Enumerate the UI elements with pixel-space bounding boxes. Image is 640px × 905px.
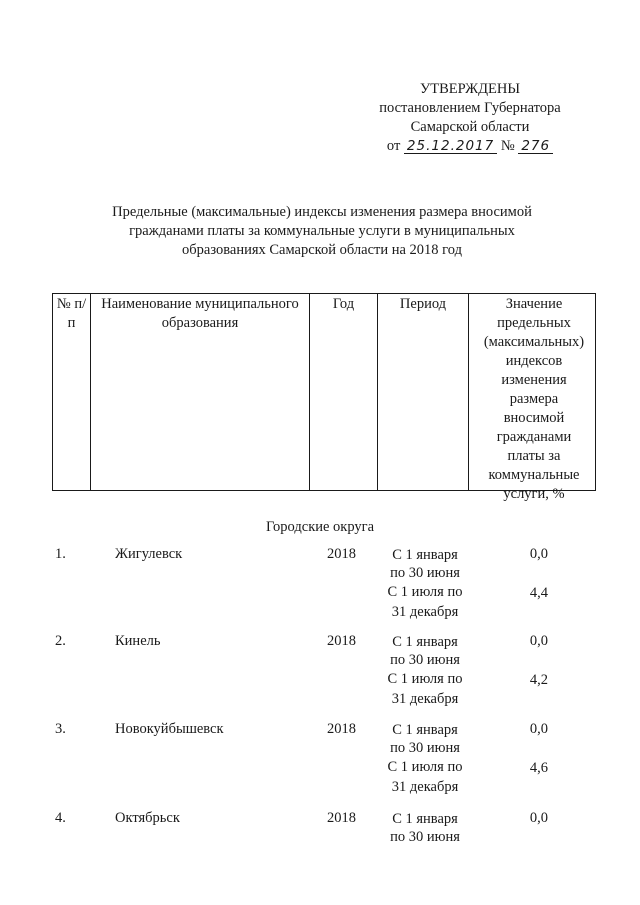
row-number: 4. — [55, 810, 66, 826]
approval-line-1: постановлением Губернатора — [379, 100, 561, 116]
row-number: 2. — [55, 633, 66, 649]
period-2-line-1: С 1 июля по — [387, 584, 463, 600]
row-value-1: 0,0 — [529, 810, 548, 826]
row-number: 1. — [55, 546, 66, 562]
row-name: Октябрьск — [115, 810, 180, 826]
period-1-line-1: С 1 января — [392, 811, 458, 827]
row-period-2 — [375, 669, 475, 709]
row-value-1: 0,0 — [529, 633, 548, 649]
period-2-line-2: 31 декабря — [391, 691, 459, 707]
document-title — [100, 203, 544, 260]
period-2-line-1: С 1 июля по — [387, 759, 463, 775]
row-name: Жигулевск — [115, 546, 183, 562]
approval-line-2: Самарской области — [410, 119, 530, 135]
row-period-2 — [375, 582, 475, 622]
number-prefix: № — [500, 138, 515, 154]
header-cell-period: Период — [377, 294, 468, 490]
row-period-1 — [375, 810, 475, 846]
row-value-1: 0,0 — [529, 721, 548, 737]
period-1-line-2: по 30 июня — [390, 740, 460, 756]
row-period-1 — [375, 633, 475, 669]
document-title-line-2: гражданами платы за коммунальные услуги в муниципальных — [129, 223, 515, 239]
period-1-line-2: по 30 июня — [390, 652, 460, 668]
header-cell-name: Наименование муниципального образования — [90, 294, 309, 490]
section-title: Городские округа — [265, 519, 375, 535]
row-period-1 — [375, 721, 475, 757]
table-header — [52, 293, 596, 502]
handwritten-date: 25.12.2017 — [404, 139, 497, 154]
period-1-line-1: С 1 января — [392, 722, 458, 738]
document-title-line-1: Предельные (максимальные) индексы изменения размера вносимой — [112, 204, 532, 220]
row-year: 2018 — [327, 810, 356, 826]
row-year: 2018 — [327, 546, 356, 562]
period-1-line-1: С 1 января — [392, 634, 458, 650]
row-value-1: 0,0 — [529, 546, 548, 562]
header-cell-number: № п/п — [56, 296, 87, 331]
row-year: 2018 — [327, 633, 356, 649]
period-1-line-2: по 30 июня — [390, 565, 460, 581]
period-2-line-1: С 1 июля по — [387, 671, 463, 687]
date-prefix: от — [386, 138, 401, 154]
period-2-line-2: 31 декабря — [391, 779, 459, 795]
handwritten-number: 276 — [518, 139, 553, 154]
period-1-line-2: по 30 июня — [390, 829, 460, 845]
approval-block — [360, 80, 580, 156]
row-number: 3. — [55, 721, 66, 737]
header-cell-year: Год — [309, 294, 377, 490]
row-name: Новокуйбышевск — [115, 721, 224, 737]
row-period-1 — [375, 546, 475, 582]
row-value-2: 4,4 — [529, 585, 548, 601]
document-title-line-3: образованиях Самарской области на 2018 год — [182, 242, 462, 258]
period-1-line-1: С 1 января — [392, 547, 458, 563]
row-name: Кинель — [115, 633, 161, 649]
approval-title: УТВЕРЖДЕНЫ — [419, 81, 521, 97]
row-year: 2018 — [327, 721, 356, 737]
row-value-2: 4,6 — [529, 760, 548, 776]
header-cell-value: Значение предельных (максимальных) индексов изменения размера вносимой гражданами платы за коммунальные услуги, % — [468, 294, 595, 490]
row-value-2: 4,2 — [529, 672, 548, 688]
row-period-2 — [375, 757, 475, 797]
approval-date-line — [360, 137, 580, 156]
period-2-line-2: 31 декабря — [391, 604, 459, 620]
